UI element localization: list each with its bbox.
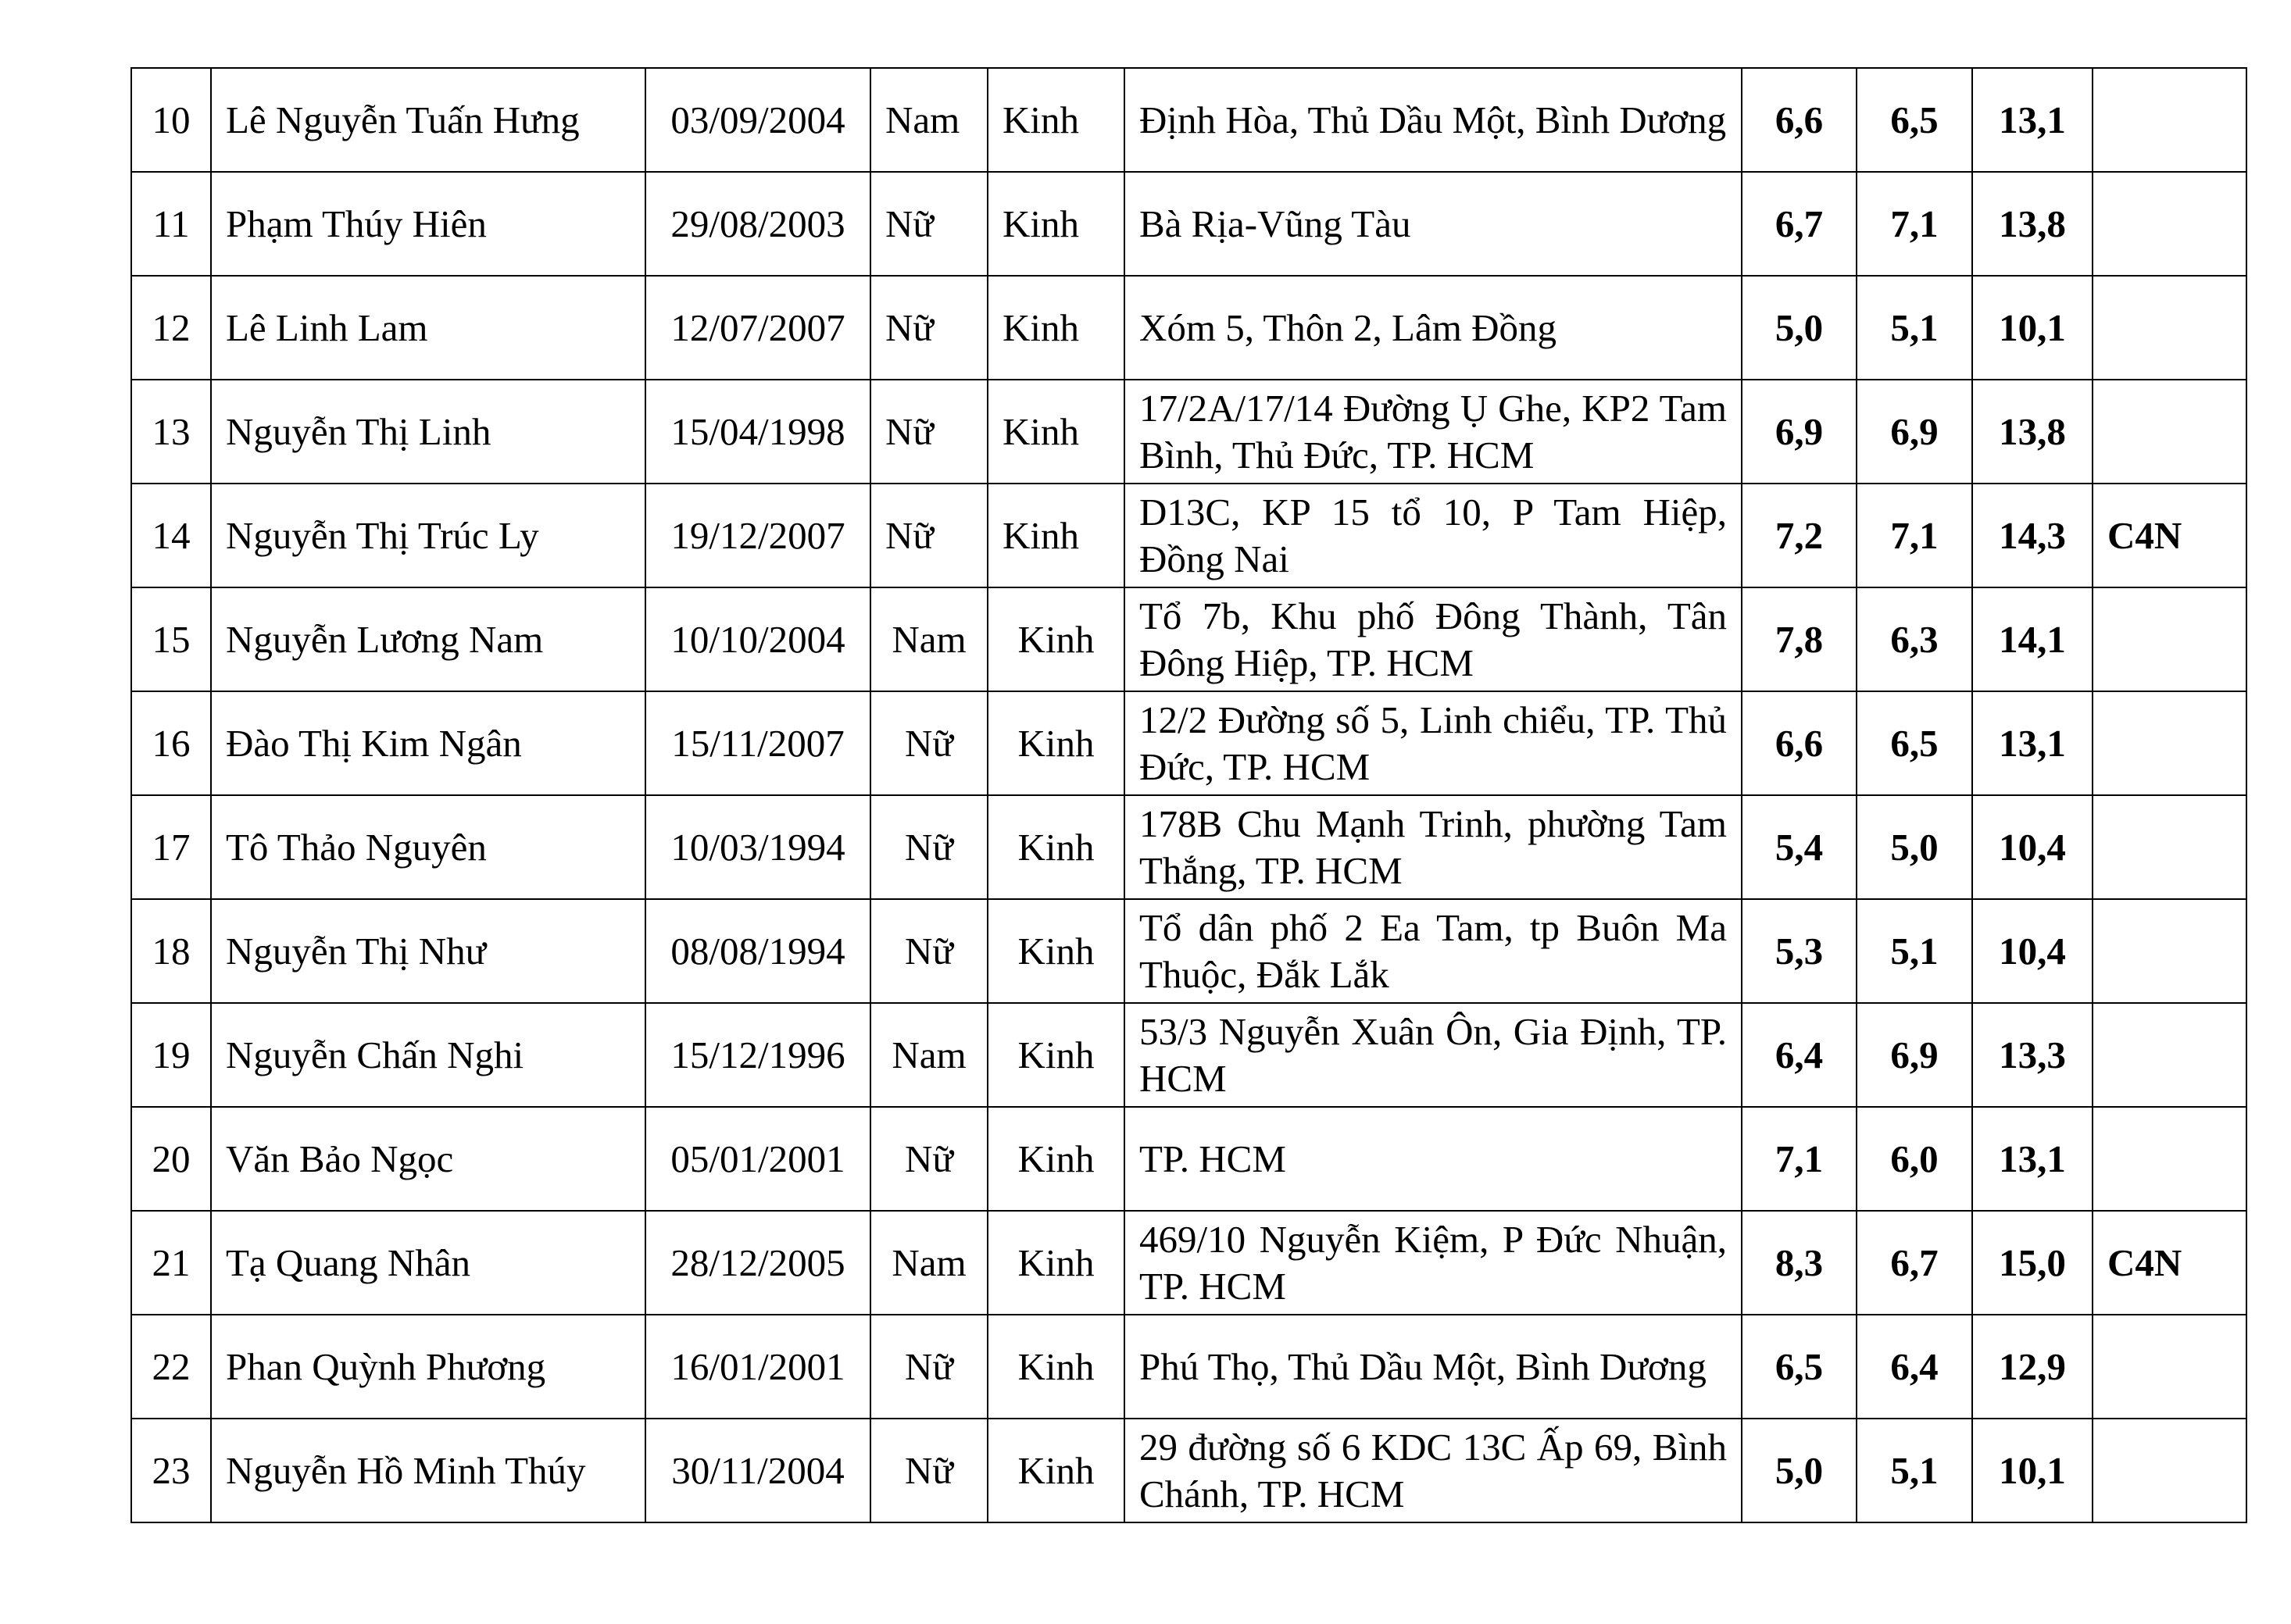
total-score: 13,1: [1972, 68, 2093, 172]
gender: Nam: [870, 1003, 988, 1107]
note: [2093, 276, 2246, 380]
candidate-name: Nguyễn Thị Như: [211, 899, 645, 1003]
score-1: 7,1: [1742, 1107, 1857, 1211]
candidate-name: Phạm Thúy Hiên: [211, 172, 645, 276]
table-row: [131, 899, 2246, 1003]
score-2: 6,9: [1857, 380, 1972, 484]
score-1: 6,6: [1742, 691, 1857, 795]
row-number: 12: [131, 276, 211, 380]
date-of-birth: 12/07/2007: [645, 276, 870, 380]
table-row: [131, 1211, 2246, 1315]
total-score: 13,3: [1972, 1003, 2093, 1107]
candidate-name: Nguyễn Lương Nam: [211, 587, 645, 691]
candidate-name: Văn Bảo Ngọc: [211, 1107, 645, 1211]
address: 469/10 Nguyễn Kiệm, P Đức Nhuận, TP. HCM: [1124, 1211, 1742, 1315]
score-2: 7,1: [1857, 484, 1972, 587]
ethnicity: Kinh: [988, 587, 1124, 691]
score-2: 5,1: [1857, 1419, 1972, 1522]
total-score: 14,1: [1972, 587, 2093, 691]
table-row: [131, 484, 2246, 587]
gender: Nữ: [870, 691, 988, 795]
total-score: 14,3: [1972, 484, 2093, 587]
gender: Nam: [870, 68, 988, 172]
gender: Nữ: [870, 1315, 988, 1419]
candidate-name: Tạ Quang Nhân: [211, 1211, 645, 1315]
note: [2093, 1107, 2246, 1211]
date-of-birth: 30/11/2004: [645, 1419, 870, 1522]
total-score: 10,1: [1972, 1419, 2093, 1522]
row-number: 13: [131, 380, 211, 484]
note: [2093, 68, 2246, 172]
address: 178B Chu Mạnh Trinh, phường Tam Thắng, TP. HCM: [1124, 795, 1742, 899]
total-score: 10,4: [1972, 795, 2093, 899]
score-1: 6,4: [1742, 1003, 1857, 1107]
score-1: 7,2: [1742, 484, 1857, 587]
total-score: 10,1: [1972, 276, 2093, 380]
ethnicity: Kinh: [988, 484, 1124, 587]
address: 17/2A/17/14 Đường Ụ Ghe, KP2 Tam Bình, Thủ Đức, TP. HCM: [1124, 380, 1742, 484]
score-1: 6,9: [1742, 380, 1857, 484]
address: Tổ dân phố 2 Ea Tam, tp Buôn Ma Thuộc, Đắk Lắk: [1124, 899, 1742, 1003]
date-of-birth: 16/01/2001: [645, 1315, 870, 1419]
row-number: 10: [131, 68, 211, 172]
row-number: 17: [131, 795, 211, 899]
ethnicity: Kinh: [988, 1419, 1124, 1522]
score-1: 5,0: [1742, 276, 1857, 380]
candidate-name: Lê Nguyễn Tuấn Hưng: [211, 68, 645, 172]
address: TP. HCM: [1124, 1107, 1742, 1211]
address: Tổ 7b, Khu phố Đông Thành, Tân Đông Hiệp, TP. HCM: [1124, 587, 1742, 691]
row-number: 22: [131, 1315, 211, 1419]
score-2: 6,5: [1857, 68, 1972, 172]
total-score: 15,0: [1972, 1211, 2093, 1315]
table-row: [131, 1315, 2246, 1419]
ethnicity: Kinh: [988, 691, 1124, 795]
row-number: 11: [131, 172, 211, 276]
address: Phú Thọ, Thủ Dầu Một, Bình Dương: [1124, 1315, 1742, 1419]
date-of-birth: 28/12/2005: [645, 1211, 870, 1315]
score-2: 5,1: [1857, 899, 1972, 1003]
candidate-table: [130, 67, 2247, 1523]
address: Định Hòa, Thủ Dầu Một, Bình Dương: [1124, 68, 1742, 172]
note: [2093, 1419, 2246, 1522]
score-1: 6,5: [1742, 1315, 1857, 1419]
score-2: 5,0: [1857, 795, 1972, 899]
ethnicity: Kinh: [988, 1211, 1124, 1315]
total-score: 13,8: [1972, 380, 2093, 484]
note: [2093, 380, 2246, 484]
candidate-name: Nguyễn Chấn Nghi: [211, 1003, 645, 1107]
total-score: 13,1: [1972, 1107, 2093, 1211]
gender: Nữ: [870, 380, 988, 484]
score-2: 6,5: [1857, 691, 1972, 795]
row-number: 18: [131, 899, 211, 1003]
score-2: 6,9: [1857, 1003, 1972, 1107]
score-2: 6,4: [1857, 1315, 1972, 1419]
gender: Nữ: [870, 1419, 988, 1522]
date-of-birth: 15/04/1998: [645, 380, 870, 484]
table-body: [131, 68, 2246, 1522]
gender: Nữ: [870, 1107, 988, 1211]
date-of-birth: 05/01/2001: [645, 1107, 870, 1211]
score-1: 6,7: [1742, 172, 1857, 276]
row-number: 19: [131, 1003, 211, 1107]
ethnicity: Kinh: [988, 380, 1124, 484]
total-score: 13,1: [1972, 691, 2093, 795]
score-2: 6,3: [1857, 587, 1972, 691]
note: [2093, 899, 2246, 1003]
address: D13C, KP 15 tổ 10, P Tam Hiệp, Đồng Nai: [1124, 484, 1742, 587]
gender: Nữ: [870, 899, 988, 1003]
date-of-birth: 15/12/1996: [645, 1003, 870, 1107]
candidate-name: Tô Thảo Nguyên: [211, 795, 645, 899]
row-number: 14: [131, 484, 211, 587]
score-1: 8,3: [1742, 1211, 1857, 1315]
ethnicity: Kinh: [988, 1107, 1124, 1211]
candidate-name: Phan Quỳnh Phương: [211, 1315, 645, 1419]
total-score: 10,4: [1972, 899, 2093, 1003]
address: 12/2 Đường số 5, Linh chiểu, TP. Thủ Đức, TP. HCM: [1124, 691, 1742, 795]
note: C4N: [2093, 484, 2246, 587]
gender: Nữ: [870, 276, 988, 380]
ethnicity: Kinh: [988, 1003, 1124, 1107]
note: [2093, 691, 2246, 795]
table-row: [131, 691, 2246, 795]
ethnicity: Kinh: [988, 795, 1124, 899]
score-2: 7,1: [1857, 172, 1972, 276]
table-row: [131, 172, 2246, 276]
table-row: [131, 1107, 2246, 1211]
table-row: [131, 68, 2246, 172]
total-score: 13,8: [1972, 172, 2093, 276]
score-1: 6,6: [1742, 68, 1857, 172]
row-number: 20: [131, 1107, 211, 1211]
address: Bà Rịa-Vũng Tàu: [1124, 172, 1742, 276]
date-of-birth: 10/03/1994: [645, 795, 870, 899]
ethnicity: Kinh: [988, 899, 1124, 1003]
score-1: 7,8: [1742, 587, 1857, 691]
note: [2093, 172, 2246, 276]
gender: Nam: [870, 587, 988, 691]
ethnicity: Kinh: [988, 1315, 1124, 1419]
row-number: 15: [131, 587, 211, 691]
table-row: [131, 795, 2246, 899]
total-score: 12,9: [1972, 1315, 2093, 1419]
score-1: 5,3: [1742, 899, 1857, 1003]
date-of-birth: 15/11/2007: [645, 691, 870, 795]
table-row: [131, 276, 2246, 380]
ethnicity: Kinh: [988, 172, 1124, 276]
row-number: 21: [131, 1211, 211, 1315]
score-2: 6,0: [1857, 1107, 1972, 1211]
table-row: [131, 1419, 2246, 1522]
note: [2093, 587, 2246, 691]
gender: Nữ: [870, 795, 988, 899]
note: [2093, 1315, 2246, 1419]
address: Xóm 5, Thôn 2, Lâm Đồng: [1124, 276, 1742, 380]
row-number: 23: [131, 1419, 211, 1522]
row-number: 16: [131, 691, 211, 795]
score-2: 6,7: [1857, 1211, 1972, 1315]
candidate-name: Lê Linh Lam: [211, 276, 645, 380]
date-of-birth: 19/12/2007: [645, 484, 870, 587]
note: [2093, 1003, 2246, 1107]
note: C4N: [2093, 1211, 2246, 1315]
date-of-birth: 03/09/2004: [645, 68, 870, 172]
table-row: [131, 587, 2246, 691]
ethnicity: Kinh: [988, 276, 1124, 380]
address: 53/3 Nguyễn Xuân Ôn, Gia Định, TP. HCM: [1124, 1003, 1742, 1107]
gender: Nữ: [870, 172, 988, 276]
table-row: [131, 1003, 2246, 1107]
note: [2093, 795, 2246, 899]
date-of-birth: 29/08/2003: [645, 172, 870, 276]
candidate-name: Nguyễn Thị Trúc Ly: [211, 484, 645, 587]
gender: Nữ: [870, 484, 988, 587]
candidate-name: Nguyễn Thị Linh: [211, 380, 645, 484]
score-1: 5,4: [1742, 795, 1857, 899]
date-of-birth: 10/10/2004: [645, 587, 870, 691]
score-1: 5,0: [1742, 1419, 1857, 1522]
date-of-birth: 08/08/1994: [645, 899, 870, 1003]
candidate-name: Đào Thị Kim Ngân: [211, 691, 645, 795]
address: 29 đường số 6 KDC 13C Ấp 69, Bình Chánh, TP. HCM: [1124, 1419, 1742, 1522]
candidate-name: Nguyễn Hồ Minh Thúy: [211, 1419, 645, 1522]
ethnicity: Kinh: [988, 68, 1124, 172]
score-2: 5,1: [1857, 276, 1972, 380]
gender: Nam: [870, 1211, 988, 1315]
table-row: [131, 380, 2246, 484]
